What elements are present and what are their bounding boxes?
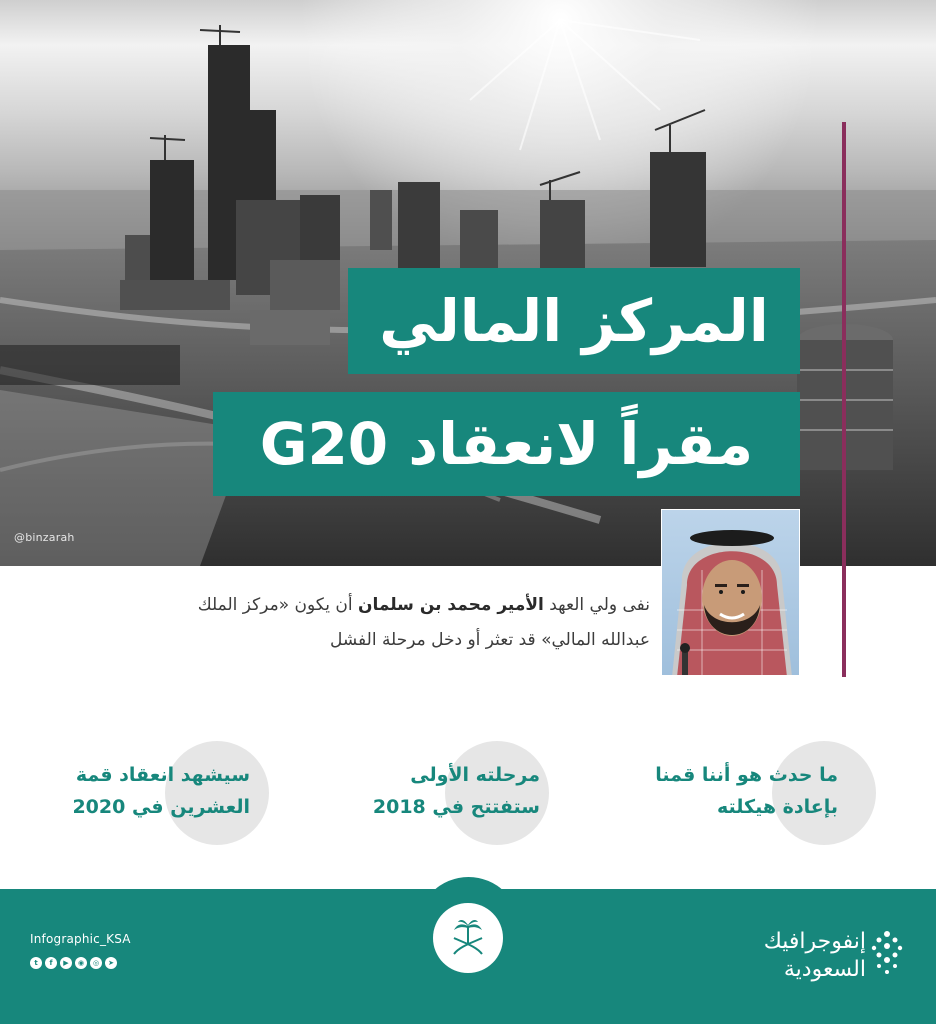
photo-watermark: @binzarah [14, 531, 75, 544]
twitter-handle[interactable]: Infographic_KSA [30, 932, 131, 946]
telegram-icon[interactable]: ➤ [105, 957, 117, 969]
quote-rest: أن يكون «مركز الملك عبدالله المالي» قد تعثر أو دخل مرحلة الفشل [197, 595, 650, 650]
brand-line-1: إنفوجرافيك [763, 929, 866, 954]
quote-name: الأمير محمد بن سلمان [357, 595, 544, 615]
fact-text [373, 759, 540, 823]
fact-text [655, 759, 838, 823]
emblem-badge [433, 903, 503, 973]
quote-intro: نفى ولي العهد [543, 595, 650, 615]
snapchat-icon[interactable]: ◉ [75, 957, 87, 969]
fact-line-1: ما حدث هو أننا قمنا [655, 764, 838, 786]
brand-logo-text [764, 928, 866, 984]
brand-line-2: السعودية [783, 957, 866, 982]
fact-line-2: العشرين في 2020 [72, 796, 250, 818]
portrait-illustration [662, 510, 800, 676]
youtube-icon[interactable]: ▶ [60, 957, 72, 969]
fact-g20-summit [70, 741, 310, 845]
fact-line-1: مرحلته الأولى [410, 764, 540, 786]
accent-divider-line [842, 122, 846, 677]
crown-prince-portrait [661, 509, 800, 676]
headline-line-2: مقراً لانعقاد G20 [213, 392, 800, 496]
fact-line-2: بإعادة هيكلته [717, 796, 838, 818]
social-icons-row [30, 957, 117, 969]
fact-line-2: ستفتتح في 2018 [372, 796, 540, 818]
saudi-emblem-icon [446, 916, 490, 960]
headline-line-1: المركز المالي [348, 268, 800, 374]
fact-restructuring [642, 741, 882, 845]
twitter-icon[interactable]: t [30, 957, 42, 969]
facebook-icon[interactable]: f [45, 957, 57, 969]
fact-text [72, 759, 250, 823]
quote-text [150, 588, 650, 658]
fact-line-1: سيشهد انعقاد قمة [75, 764, 250, 786]
fact-phase-one [360, 741, 600, 845]
instagram-icon[interactable]: ◎ [90, 957, 102, 969]
brand-dots-logo-icon [870, 928, 904, 978]
